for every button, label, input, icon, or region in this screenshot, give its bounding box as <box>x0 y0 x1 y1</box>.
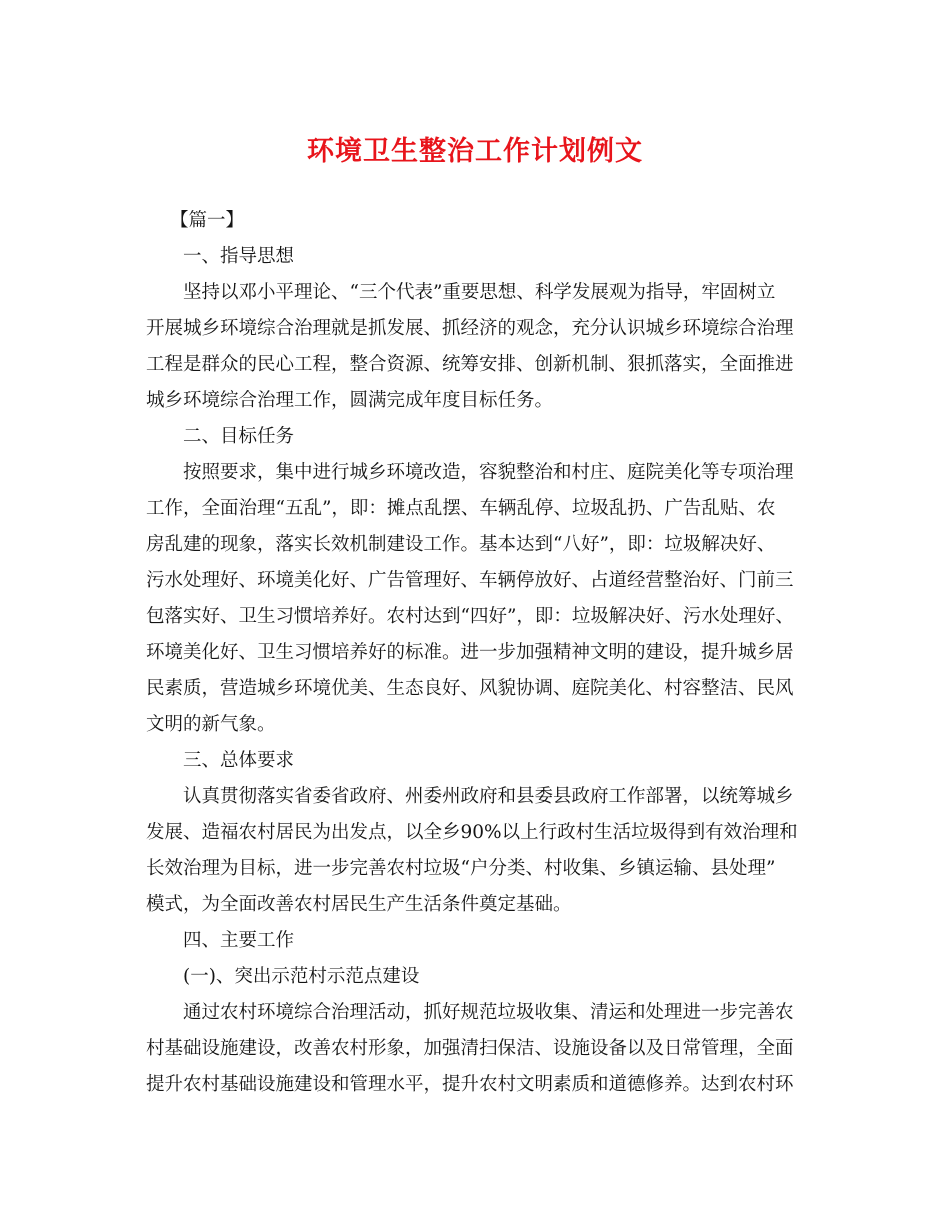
paragraph-line: 包落实好、卫生习惯培养好。农村达到“四好”，即：垃圾解决好、污水处理好、 <box>146 606 794 627</box>
paragraph-line: 通过农村环境综合治理活动，抓好规范垃圾收集、清运和处理进一步完善农 <box>183 1002 794 1023</box>
paragraph-line: 文明的新气象。 <box>146 714 276 735</box>
paragraph-line: 认真贯彻落实省委省政府、州委州政府和县委县政府工作部署，以统筹城乡 <box>183 786 794 807</box>
document-title: 环境卫生整治工作计划例文 <box>307 136 643 167</box>
paragraph-line: 房乱建的现象，落实长效机制建设工作。基本达到“八好”，即：垃圾解决好、 <box>146 534 776 555</box>
paragraph-line: 按照要求，集中进行城乡环境改造，容貌整治和村庄、庭院美化等专项治理 <box>183 462 794 483</box>
heading-guiding-ideology: 一、指导思想 <box>183 246 295 267</box>
subheading-demo-village: (一)、突出示范村示范点建设 <box>183 966 420 987</box>
paragraph-line: 民素质，营造城乡环境优美、生态良好、风貌协调、庭院美化、村容整洁、民风 <box>146 678 794 699</box>
heading-goals: 二、目标任务 <box>183 426 295 447</box>
paragraph-line: 发展、造福农村居民为出发点，以全乡90%以上行政村生活垃圾得到有效治理和 <box>146 822 798 843</box>
paragraph-line: 模式，为全面改善农村居民生产生活条件奠定基础。 <box>146 894 572 915</box>
paragraph-line: 城乡环境综合治理工作，圆满完成年度目标任务。 <box>146 390 554 411</box>
paragraph-line: 工作，全面治理“五乱”，即：摊点乱摆、车辆乱停、垃圾乱扔、广告乱贴、农 <box>146 498 776 519</box>
heading-overall-requirements: 三、总体要求 <box>183 750 295 771</box>
paragraph-line: 长效治理为目标，进一步完善农村垃圾“户分类、村收集、乡镇运输、县处理” <box>146 858 776 879</box>
paragraph-line: 开展城乡环境综合治理就是抓发展、抓经济的观念，充分认识城乡环境综合治理 <box>146 318 794 339</box>
section-label: 【篇一】 <box>170 210 245 231</box>
paragraph-line: 环境美化好、卫生习惯培养好的标准。进一步加强精神文明的建设，提升城乡居 <box>146 642 794 663</box>
paragraph-line: 工程是群众的民心工程，整合资源、统筹安排、创新机制、狠抓落实，全面推进 <box>146 354 794 375</box>
paragraph-line: 提升农村基础设施建设和管理水平，提升农村文明素质和道德修养。达到农村环 <box>146 1074 794 1095</box>
heading-main-work: 四、主要工作 <box>183 930 295 951</box>
paragraph-line: 污水处理好、环境美化好、广告管理好、车辆停放好、占道经营整治好、门前三 <box>146 570 794 591</box>
paragraph-line: 坚持以邓小平理论、“三个代表”重要思想、科学发展观为指导，牢固树立 <box>183 282 776 303</box>
paragraph-line: 村基础设施建设，改善农村形象，加强清扫保洁、设施设备以及日常管理，全面 <box>146 1038 794 1059</box>
